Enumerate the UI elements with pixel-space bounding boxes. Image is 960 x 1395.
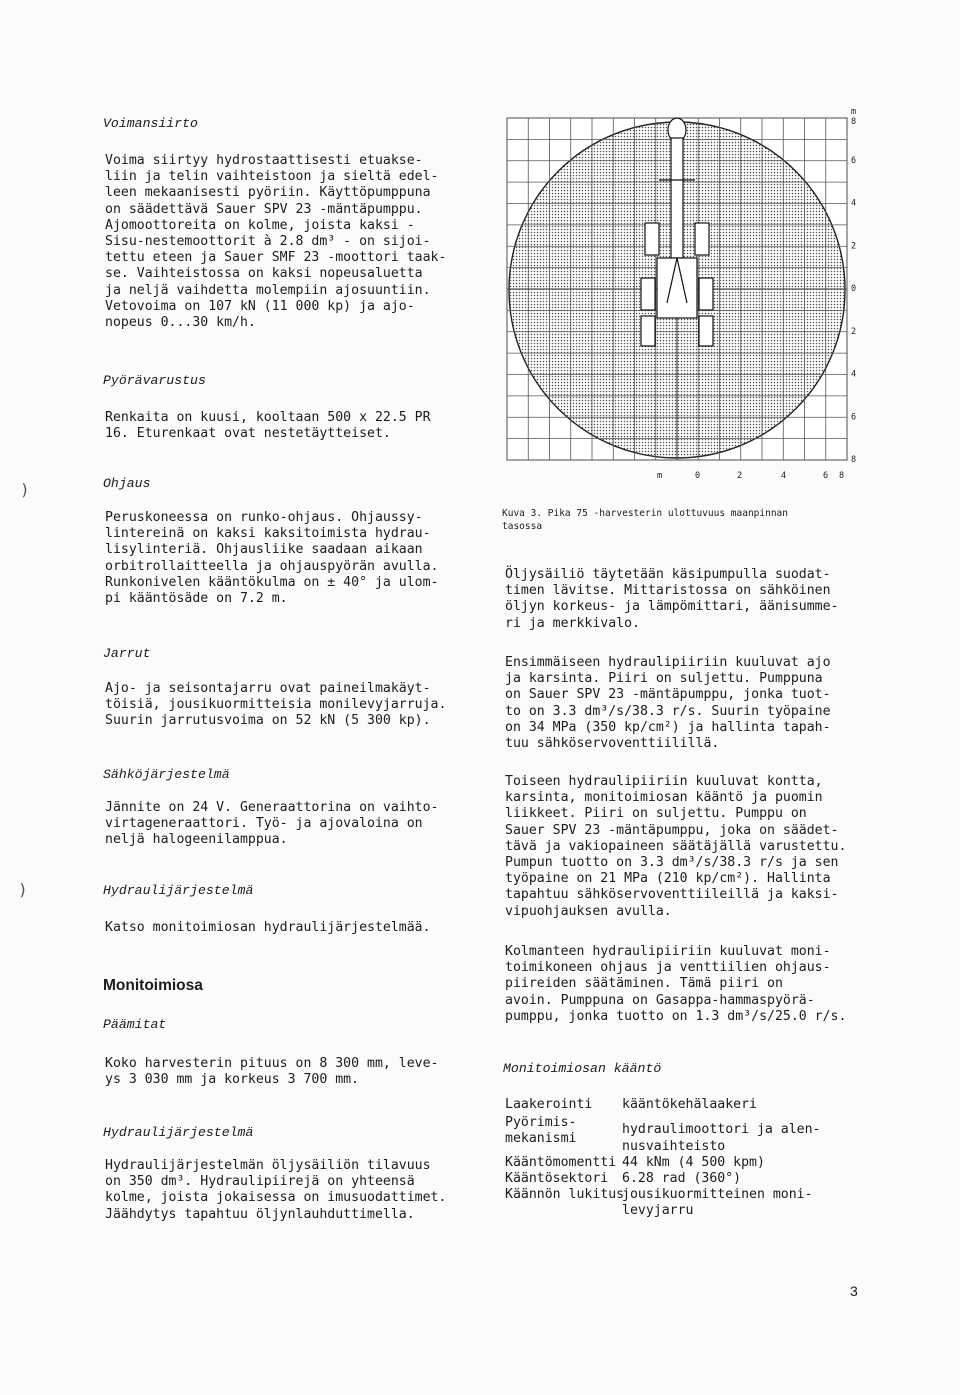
text-line: Sisu-nestemoottorit à 2.8 dm³ - on sijoi- (105, 234, 431, 250)
text-line: Kolmanteen hydraulipiiriin kuuluvat moni- (505, 944, 831, 959)
text-line: lintereinä on kaksi kaksitoimista hydrau- (105, 526, 431, 542)
y-tick-label: 8 (851, 455, 857, 465)
text-line: neljä halogeenilamppua. (105, 832, 288, 848)
heading-jarrut: Jarrut (103, 646, 151, 661)
text-line: Ensimmäiseen hydraulipiiriin kuuluvat ajo (505, 655, 831, 670)
text-line: kolme, joista jokaisessa on imusuodattimet. (105, 1190, 447, 1206)
paragraph-hydraulipiiri-2 (505, 774, 846, 920)
y-tick-label: 2 (851, 326, 857, 337)
heading-paamitat: Päämitat (103, 1017, 167, 1032)
caption-line: tasossa (502, 521, 543, 532)
text-line: Öljysäiliö täytetään käsipumpulla suodat- (505, 567, 831, 582)
text-line: Runkonivelen kääntökulma on ± 40° ja ulom- (105, 574, 439, 590)
spec-key: mekanismi (505, 1131, 577, 1146)
paragraph-pyoravarustus (105, 410, 431, 442)
paragraph-hydraulipiiri-3 (505, 944, 846, 1025)
text-line: öljyn korkeus- ja lämpömittari, äänisumme- (505, 599, 839, 615)
text-line: Jäähdytys tapahtuu öljynlauhduttimella. (105, 1206, 415, 1222)
text-line: orbitrollaitteella ja ohjauspyörän avulla. (105, 558, 439, 574)
text-line: Voima siirtyy hydrostaattisesti etuakse- (105, 153, 423, 168)
text-line: liin ja telin vaihteistoon ja sieltä edel- (105, 169, 439, 185)
paragraph-oljysailio (505, 567, 838, 632)
text-line: Hydraulijärjestelmän öljysäiliön tilavuus (105, 1158, 431, 1173)
section-title-monitoimiosa: Monitoimiosa (103, 977, 203, 994)
x-tick-label: 6 (823, 471, 829, 480)
text-line: Sauer SPV 23 -mäntäpumppu, joka on säädet- (505, 822, 839, 838)
text-line: on 350 dm³. Hydraulipiirejä on yhteensä (105, 1174, 415, 1190)
text-line: töisiä, jousikuormitteisia monilevyjarruja. (105, 697, 447, 713)
paragraph-voimansiirto (105, 153, 446, 331)
text-line: virtageneraattori. Työ- ja ajovaloina on (105, 816, 423, 832)
y-tick-label: 6 (851, 412, 857, 423)
text-line: Peruskoneessa on runko-ohjaus. Ohjaussy- (105, 510, 423, 525)
y-axis-unit: m (851, 108, 857, 117)
text-line: 16. Eturenkaat ovat nestetäytteiset. (105, 426, 391, 442)
text-line: ja neljä vaihdetta molempiin ajosuuntiin. (105, 282, 431, 298)
text-line: tävä ja vakiopaineen säätäjällä varustettu. (505, 838, 847, 854)
text-line: karsinta, monitoimiosan kääntö ja puomin (505, 790, 823, 806)
y-tick-label: 0 (851, 284, 857, 294)
paragraph-sahkojarjestelma (105, 800, 438, 849)
spec-value: jousikuormitteinen moni- (622, 1187, 813, 1202)
text-line: timen lävitse. Mittaristossa on sähköinen (505, 583, 831, 599)
paragraph-hydraulijarjestelma-2 (105, 1158, 446, 1223)
spec-key: Pyörimis- (505, 1115, 577, 1130)
text-line: tapahtuu sähköservoventtiileillä ja kaksi- (505, 887, 839, 903)
text-line: Jännite on 24 V. Generaattorina on vaihto- (105, 800, 439, 815)
text-line: ri ja merkkivalo. (505, 615, 640, 631)
spec-key: Kääntösektori (505, 1171, 609, 1186)
text-line: se. Vaihteistossa on kaksi nopeusaluetta (105, 266, 423, 282)
spec-value: 44 kNm (4 500 kpm) (622, 1155, 765, 1170)
spec-value: hydraulimoottori ja alen- (622, 1122, 821, 1137)
text-line: toimikoneen ohjaus ja venttiilien ohjaus- (505, 960, 831, 976)
spec-key: Käännön lukitus (505, 1187, 625, 1202)
page-number: 3 (850, 1283, 858, 1299)
text-line: to on 3.3 dm³/s/38.3 r/s. Suurin työpaine (505, 703, 831, 719)
text-line: Renkaita on kuusi, kooltaan 500 x 22.5 PR (105, 410, 431, 425)
spec-value: 6.28 rad (360°) (622, 1171, 742, 1186)
heading-ohjaus: Ohjaus (103, 476, 151, 491)
text-line: piireiden säätäminen. Tämä piiri on (505, 976, 783, 992)
caption-line: Kuva 3. Pika 75 -harvesterin ulottuvuus maanpinnan (502, 508, 788, 519)
text-line: lisylinteriä. Ohjausliike saadaan aikaan (105, 542, 423, 558)
text-line: liikkeet. Piiri on suljettu. Pumppu on (505, 806, 807, 822)
paragraph-hydraulijarjestelma (105, 920, 431, 936)
text-line: on Sauer SPV 23 -mäntäpumppu, jonka tuot- (505, 687, 831, 703)
text-line: ja karsinta. Piiri on suljettu. Pumppuna (505, 671, 823, 687)
paragraph-ohjaus (105, 510, 438, 607)
y-tick-label: 4 (851, 198, 857, 209)
heading-pyoravarustus: Pyörävarustus (103, 373, 206, 388)
reach-diagram (497, 108, 877, 480)
text-line: Koko harvesterin pituus on 8 300 mm, leve- (105, 1056, 439, 1071)
figure-caption (502, 507, 788, 533)
x-tick-label: 8 (839, 471, 845, 480)
x-tick-label: 2 (737, 471, 743, 480)
text-line: Ajo- ja seisontajarru ovat paineilmakäyt- (105, 681, 431, 696)
x-tick-label: m (657, 471, 663, 480)
y-tick-label: 8 (851, 117, 857, 127)
paragraph-hydraulipiiri-1 (505, 655, 831, 752)
heading-voimansiirto: Voimansiirto (103, 116, 198, 131)
text-line: ys 3 030 mm ja korkeus 3 700 mm. (105, 1072, 360, 1088)
heading-sahkojarjestelma: Sähköjärjestelmä (103, 767, 230, 782)
text-line: Katso monitoimiosan hydraulijärjestelmää. (105, 920, 431, 935)
y-tick-label: 2 (851, 241, 857, 252)
spec-value: kääntökehälaakeri (622, 1097, 757, 1112)
margin-scan-mark: ) (18, 880, 28, 899)
text-line: tettu eteen ja Sauer SMF 23 -moottori taak- (105, 250, 447, 266)
text-line: Ajomoottoreita on kolme, joista kaksi - (105, 217, 415, 233)
spec-value: levyjarru (622, 1203, 694, 1218)
text-line: Vetovoima on 107 kN (11 000 kp) ja ajo- (105, 298, 415, 314)
spec-key: Laakerointi (505, 1097, 593, 1112)
text-line: Suurin jarrutusvoima on 52 kN (5 300 kp). (105, 713, 431, 729)
spec-value: nusvaihteisto (622, 1139, 726, 1154)
text-line: vipuohjauksen avulla. (505, 903, 672, 919)
x-tick-label: 0 (695, 471, 701, 480)
heading-monitoimiosan-kaanto: Monitoimiosan kääntö (503, 1061, 662, 1076)
text-line: Pumpun tuotto on 3.3 dm³/s/38.3 r/s ja sen (505, 855, 839, 871)
text-line: pi kääntösäde on 7.2 m. (105, 591, 288, 607)
heading-hydraulijarjestelma: Hydraulijärjestelmä (103, 883, 254, 898)
paragraph-paamitat (105, 1056, 438, 1088)
margin-scan-mark: ) (20, 480, 30, 499)
y-tick-label: 6 (851, 155, 857, 166)
text-line: on säädettävä Sauer SPV 23 -mäntäpumppu. (105, 201, 423, 217)
text-line: leen mekaanisesti pyöriin. Käyttöpumppuna (105, 185, 431, 201)
paragraph-jarrut (105, 681, 446, 730)
x-tick-label: 4 (781, 471, 787, 480)
text-line: tuu sähköservoventtiilillä. (505, 736, 720, 752)
text-line: työpaine on 21 MPa (210 kp/cm²). Hallinta (505, 871, 831, 887)
text-line: pumppu, jonka tuotto on 1.3 dm³/s/25.0 r/s. (505, 1008, 847, 1024)
text-line: on 34 MPa (350 kp/cm²) ja hallinta tapah- (505, 719, 831, 735)
text-line: nopeus 0...30 km/h. (105, 315, 256, 331)
spec-key: Kääntömomentti (505, 1155, 617, 1170)
heading-hydraulijarjestelma-2: Hydraulijärjestelmä (103, 1125, 254, 1140)
text-line: avoin. Pumppuna on Gasappa-hammaspyörä- (505, 992, 815, 1008)
y-tick-label: 4 (851, 369, 857, 380)
text-line: Toiseen hydraulipiiriin kuuluvat kontta, (505, 774, 823, 789)
